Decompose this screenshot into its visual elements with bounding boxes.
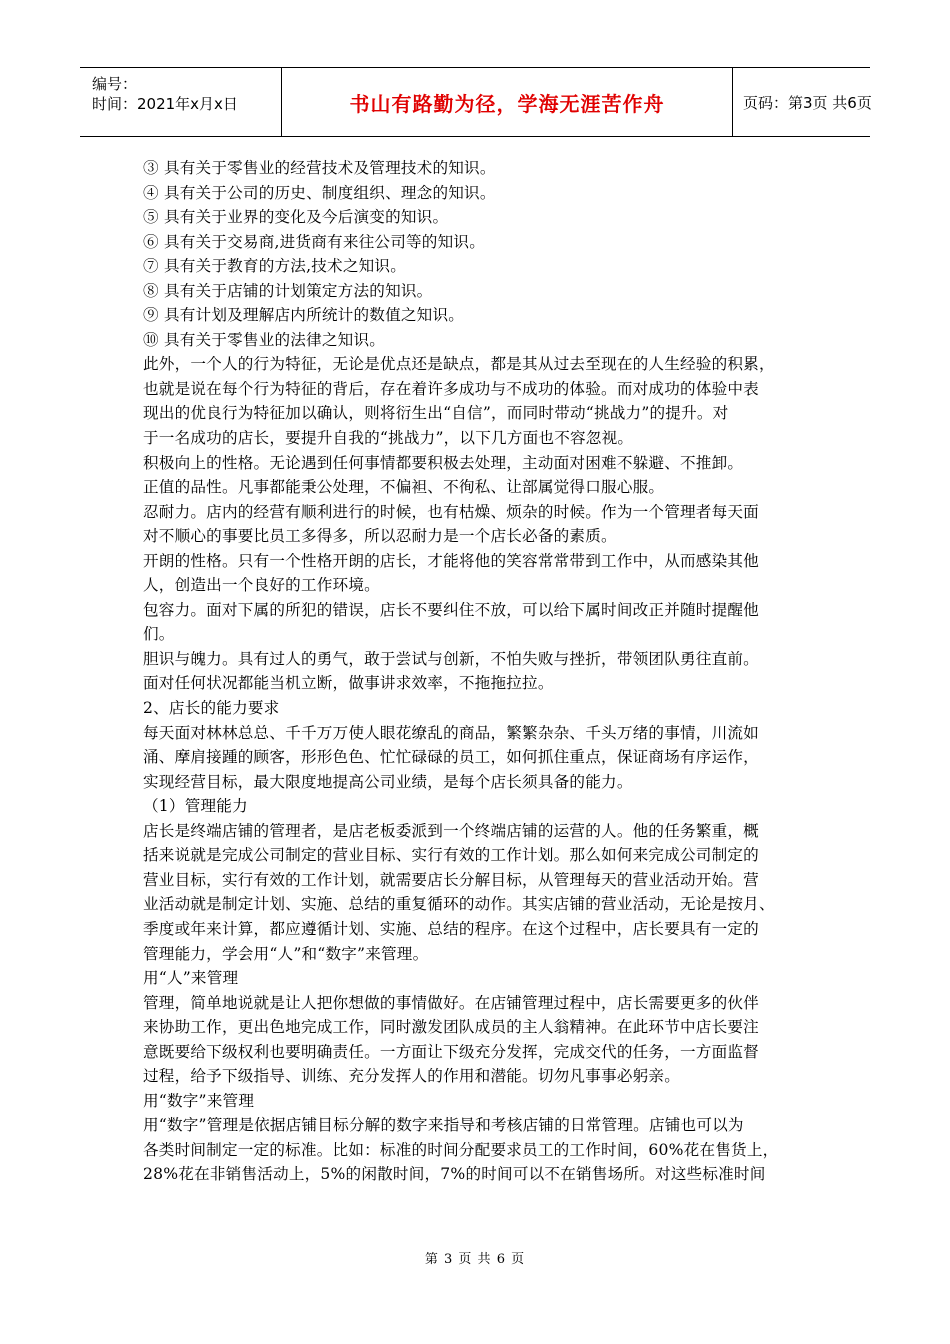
body-line: ③ 具有关于零售业的经营技术及管理技术的知识。 [143, 159, 496, 177]
header-motto: 书山有路勤为径，学海无涯苦作舟 [282, 68, 733, 136]
body-line: ⑧ 具有关于店铺的计划策定方法的知识。 [143, 281, 433, 300]
body-line: 此外，一个人的行为特征，无论是优点还是缺点，都是其从过去至现在的人生经验的积累， [143, 355, 775, 374]
body-line: 对不顺心的事要比员工多得多，所以忍耐力是一个店长必备的素质。 [143, 527, 617, 546]
body-line: 实现经营目标，最大限度地提高公司业绩，是每个店长须具备的能力。 [143, 772, 633, 791]
body-line: ⑥ 具有关于交易商,进货商有来往公司等的知识。 [143, 232, 485, 251]
body-line: 季度或年来计算，都应遵循计划、实施、总结的程序。在这个过程中，店长要具有一定的 [143, 919, 759, 938]
body-line: 管理能力，学会用“人”和“数字”来管理。 [143, 944, 429, 963]
body-line: ⑦ 具有关于教育的方法,技术之知识。 [143, 257, 407, 276]
body-line: 各类时间制定一定的标准。比如：标准的时间分配要求员工的工作时间，60%花在售货上， [143, 1140, 779, 1159]
document-date: 时间：2021年x月x日 [92, 95, 238, 113]
body-line: 营业目标，实行有效的工作计划，就需要店长分解目标，从管理每天的营业活动开始。营 [143, 870, 759, 889]
body-line: 包容力。面对下属的所犯的错误，店长不要纠住不放，可以给下属时间改正并随时提醒他 [143, 600, 759, 619]
body-line: 店长是终端店铺的管理者，是店老板委派到一个终端店铺的运营的人。他的任务繁重，概 [143, 821, 759, 840]
body-line: 胆识与魄力。具有过人的勇气，敢于尝试与创新，不怕失败与挫折，带领团队勇往直前。 [143, 649, 759, 668]
body-line: 也就是说在每个行为特征的背后，存在着许多成功与不成功的体验。而对成功的体验中表 [143, 379, 759, 398]
header-page-info: 页码：第3页 共6页 [743, 93, 872, 112]
body-line: 每天面对林林总总、千千万万使人眼花缭乱的商品，繁繁杂杂、千头万绪的事情，川流如 [143, 723, 759, 742]
body-line: 2、店长的能力要求 [143, 699, 280, 718]
body-line: 来协助工作，更出色地完成工作，同时激发团队成员的主人翁精神。在此环节中店长要注 [143, 1018, 759, 1037]
body-line: ⑩ 具有关于零售业的法律之知识。 [143, 330, 386, 349]
body-line: 们。 [143, 625, 175, 644]
body-line: 于一名成功的店长，要提升自我的“挑战力”，以下几方面也不容忽视。 [143, 429, 634, 448]
body-line: 人，创造出一个良好的工作环境。 [143, 576, 380, 595]
body-line: 现出的优良行为特征加以确认，则将衍生出“自信”，而同时带动“挑战力”的提升。对 [143, 404, 729, 423]
body-line: 积极向上的性格。无论遇到任何事情都要积极去处理，主动面对困难不躲避、不推卸。 [143, 453, 744, 472]
document-body [143, 156, 813, 1187]
document-number-label: 编号： [92, 75, 138, 93]
page-header [80, 67, 870, 137]
page-footer: 第 3 页 共 6 页 [424, 1252, 526, 1267]
body-line: 忍耐力。店内的经营有顺利进行的时候，也有枯燥、烦杂的时候。作为一个管理者每天面 [143, 502, 759, 521]
body-line: 开朗的性格。只有一个性格开朗的店长，才能将他的笑容常常带到工作中，从而感染其他 [143, 551, 759, 570]
body-line: 括来说就是完成公司制定的营业目标、实行有效的工作计划。那么如何来完成公司制定的 [143, 846, 759, 865]
body-line: （1）管理能力 [143, 797, 248, 816]
body-line: 过程，给予下级指导、训练、充分发挥人的作用和潜能。切勿凡事事必躬亲。 [143, 1067, 680, 1086]
body-line: 面对任何状况都能当机立断，做事讲求效率，不拖拖拉拉。 [143, 674, 554, 693]
body-line: 业活动就是制定计划、实施、总结的重复循环的动作。其实店铺的营业活动，无论是按月、 [143, 895, 775, 914]
body-line: 用“人”来管理 [143, 969, 239, 988]
body-line: ⑤ 具有关于业界的变化及今后演变的知识。 [143, 208, 449, 227]
body-line: ④ 具有关于公司的历史、制度组织、理念的知识。 [143, 183, 496, 202]
body-line: 意既要给下级权利也要明确责任。一方面让下级充分发挥，完成交代的任务，一方面监督 [143, 1042, 759, 1061]
body-line: 28%花在非销售活动上，5%的闲散时间，7%的时间可以不在销售场所。对这些标准时间 [143, 1165, 766, 1184]
body-line: ⑨ 具有计划及理解店内所统计的数值之知识。 [143, 306, 465, 325]
body-line: 正值的品性。凡事都能秉公处理，不偏袒、不徇私、让部属觉得口服心服。 [143, 478, 665, 497]
body-line: 用“数字”来管理 [143, 1091, 255, 1110]
body-line: 管理，简单地说就是让人把你想做的事情做好。在店铺管理过程中，店长需要更多的伙伴 [143, 993, 759, 1012]
body-line: 用“数字”管理是依据店铺目标分解的数字来指导和考核店铺的日常管理。店铺也可以为 [143, 1116, 744, 1135]
body-line: 涌、摩肩接踵的顾客，形形色色、忙忙碌碌的员工，如何抓住重点，保证商场有序运作， [143, 748, 759, 767]
header-meta [80, 68, 282, 136]
